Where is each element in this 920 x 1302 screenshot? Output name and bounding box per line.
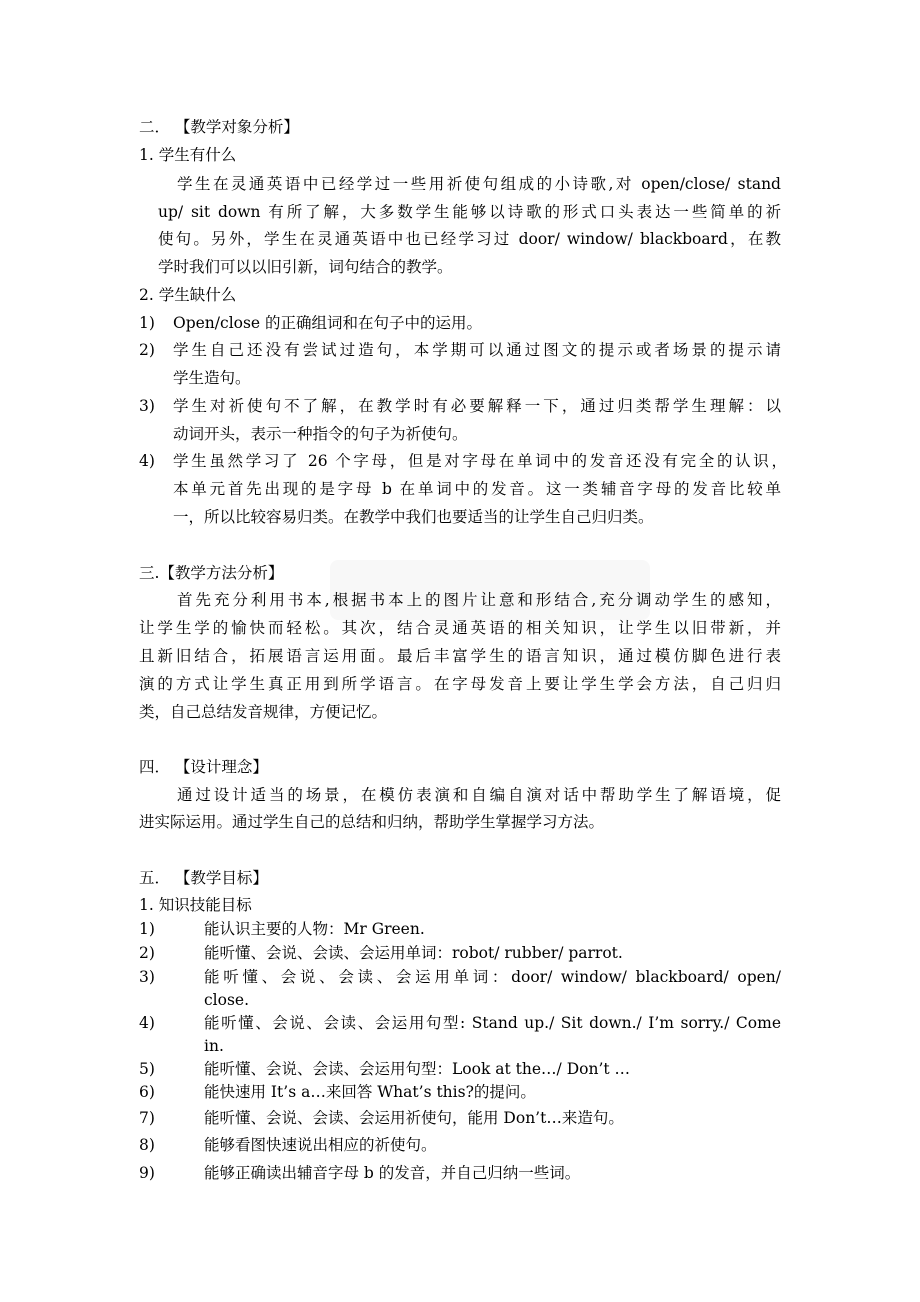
list-item-text: 一，所以比较容易归类。在教学中我们也要适当的让学生自己归归类。 [173, 508, 654, 526]
section-heading-2: 二． 【教学对象分析】 [139, 118, 299, 136]
paragraph-line: 演的方式让学生真正用到所学语言。在字母发音上要让学生学会方法，自己归归 [139, 675, 781, 693]
list-item-text: 本单元首先出现的是字母 b 在单词中的发音。这一类辅音字母的发音比较单 [173, 480, 781, 498]
paragraph-line: 类，自己总结发音规律，方便记忆。 [139, 703, 388, 721]
list-item-text: 能够正确读出辅音字母 b 的发音，并自己归纳一些词。 [204, 1164, 581, 1182]
list-item-text: Open/close 的正确组词和在句子中的运用。 [173, 314, 483, 332]
subheading-knowledge-goals: 1. 知识技能目标 [139, 896, 252, 914]
list-item-text: 能够看图快速说出相应的祈使句。 [204, 1136, 437, 1154]
list-item-text: in. [204, 1037, 224, 1055]
list-item-text: 能认识主要的人物：Mr Green. [204, 920, 425, 938]
list-number: 1) [139, 920, 155, 938]
subheading-students-have: 1. 学生有什么 [139, 146, 237, 164]
list-number: 9) [139, 1164, 155, 1182]
section-heading-5: 五． 【教学目标】 [139, 869, 268, 887]
list-item-text: close. [204, 991, 250, 1009]
list-number: 3) [139, 397, 155, 415]
watermark [330, 560, 650, 620]
list-number: 2) [139, 944, 155, 962]
section-heading-4: 四． 【设计理念】 [139, 758, 268, 776]
list-item-text: 学生自己还没有尝试过造句，本学期可以通过图文的提示或者场景的提示请 [173, 341, 781, 359]
section-heading-3: 三.【教学方法分析】 [139, 564, 284, 582]
paragraph-line: 进实际运用。通过学生自己的总结和归纳，帮助学生掌握学习方法。 [139, 813, 605, 831]
list-number: 3) [139, 968, 155, 986]
list-item-text: 能快速用 It’s a…来回答 What’s this?的提问。 [204, 1083, 536, 1101]
list-item-text: 能听懂、会说、会读、会运用单词：robot/ rubber/ parrot. [204, 944, 623, 962]
paragraph-line: up/ sit down 有所了解，大多数学生能够以诗歌的形式口头表达一些简单的祈 [158, 203, 781, 221]
list-number: 4) [139, 1014, 155, 1032]
list-number: 4) [139, 452, 155, 470]
list-number: 2) [139, 341, 155, 359]
list-item-text: 动词开头，表示一种指令的句子为祈使句。 [173, 425, 468, 443]
subheading-students-lack: 2. 学生缺什么 [139, 286, 237, 304]
list-item-text: 能听懂、会说、会读、会运用句型：Look at the…/ Don’t … [204, 1060, 631, 1078]
list-item-text: 学生造句。 [173, 369, 251, 387]
paragraph-line: 学时我们可以以旧引新，词句结合的教学。 [158, 258, 453, 276]
list-item-text: 能听懂、会说、会读、会运用祈使句，能用 Don’t…来造句。 [204, 1109, 624, 1127]
paragraph-line: 通过设计适当的场景，在模仿表演和自编自演对话中帮助学生了解语境，促 [177, 786, 781, 804]
paragraph-line: 首先充分利用书本,根据书本上的图片让意和形结合,充分调动学生的感知， [177, 591, 781, 609]
paragraph-line: 且新旧结合，拓展语言运用面。最后丰富学生的语言知识，通过模仿脚色进行表 [139, 647, 781, 665]
paragraph-line: 让学生学的愉快而轻松。其次，结合灵通英语的相关知识，让学生以旧带新，并 [139, 619, 781, 637]
list-number: 8) [139, 1136, 155, 1154]
list-item-text: 能听懂、会说、会读、会运用单词：door/ window/ blackboard/ open/ [204, 968, 781, 986]
list-item-text: 学生对祈使句不了解，在教学时有必要解释一下，通过归类帮学生理解：以 [173, 397, 781, 415]
list-number: 5) [139, 1060, 155, 1078]
list-item-text: 能听懂、会说、会读、会运用句型: Stand up./ Sit down./ I’m sorry./ Come [204, 1014, 781, 1032]
list-number: 6) [139, 1083, 155, 1101]
paragraph-line: 使句。另外，学生在灵通英语中也已经学习过 door/ window/ blackboard，在教 [158, 230, 781, 248]
list-item-text: 学生虽然学习了 26 个字母，但是对字母在单词中的发音还没有完全的认识， [173, 452, 787, 470]
paragraph-line: 学生在灵通英语中已经学过一些用祈使句组成的小诗歌,对 open/close/ stand [177, 175, 781, 193]
list-number: 7) [139, 1109, 155, 1127]
list-number: 1) [139, 314, 155, 332]
